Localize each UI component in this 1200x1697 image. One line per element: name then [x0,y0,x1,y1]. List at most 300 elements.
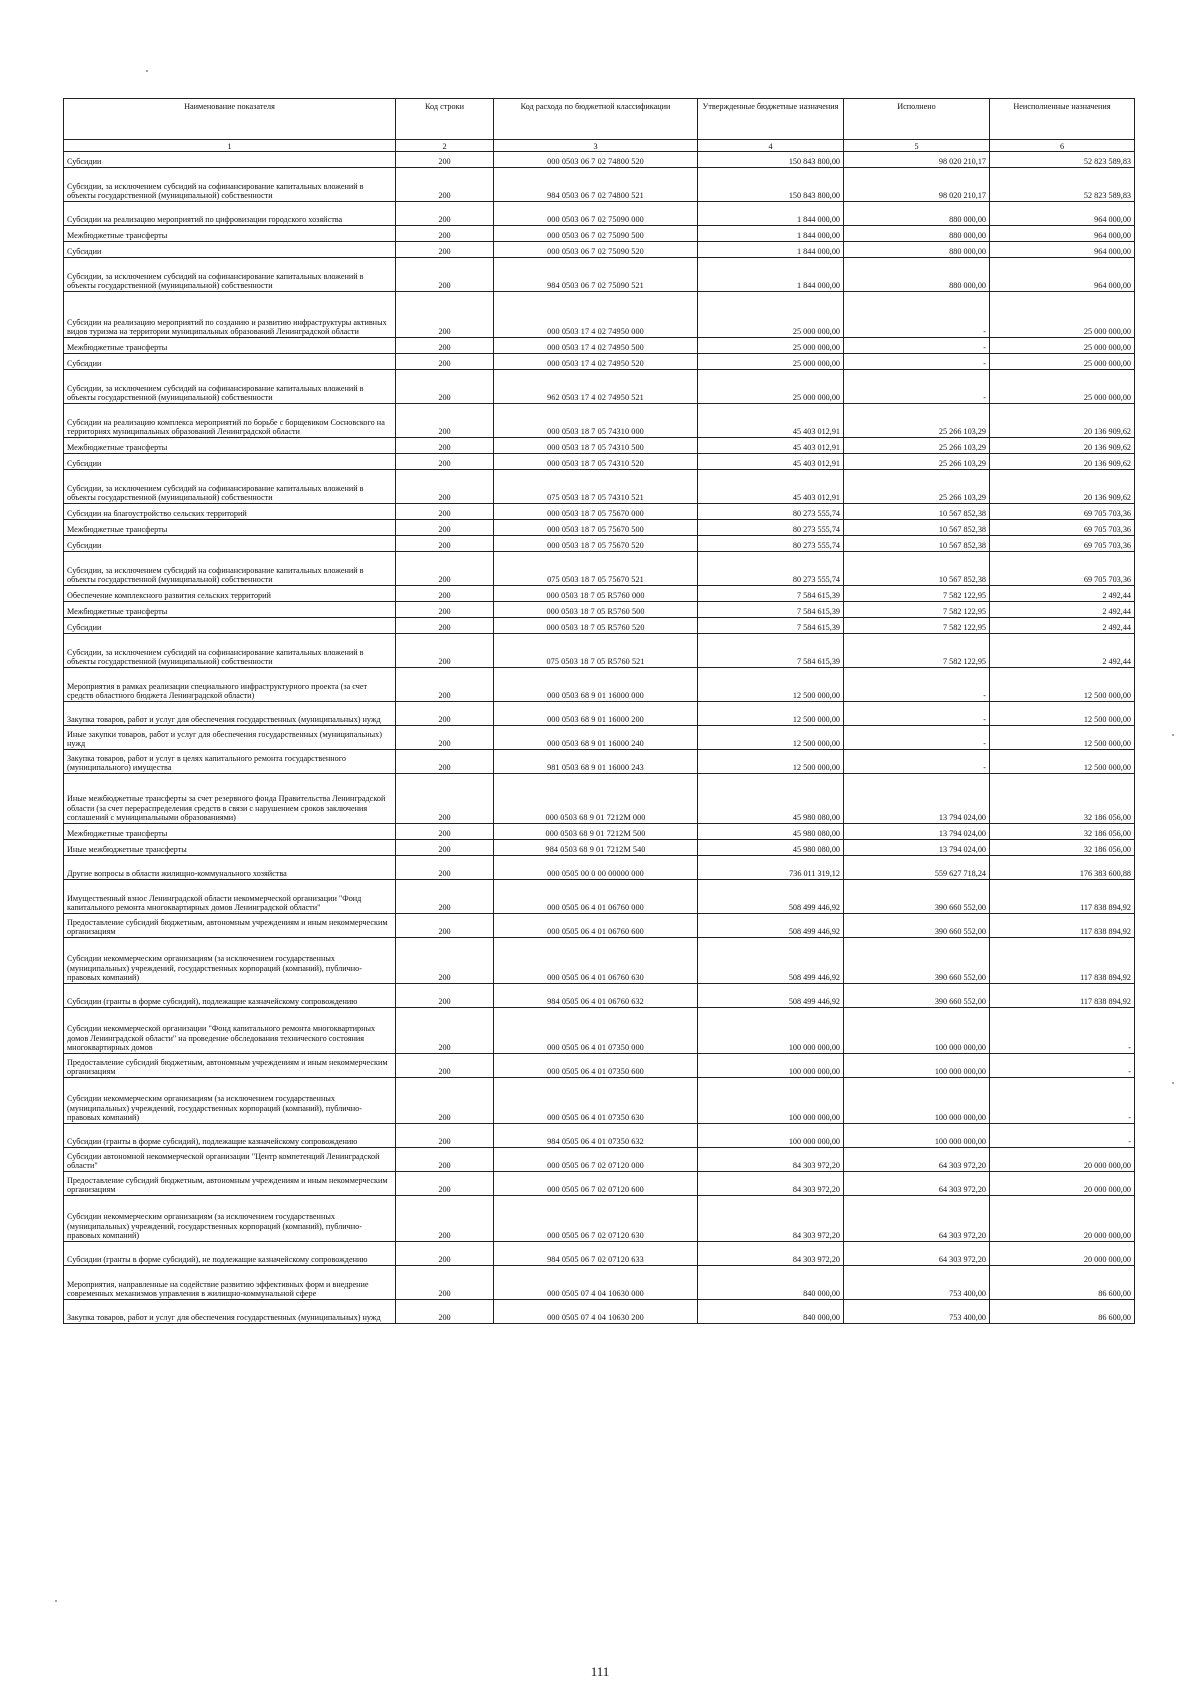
table-row [64,202,1135,226]
row-approved: 80 273 555,74 [698,504,844,520]
row-name: Межбюджетные трансферты [64,602,396,618]
row-executed: 390 660 552,00 [844,938,990,984]
row-approved: 45 980 080,00 [698,824,844,840]
row-name: Субсидии на реализацию комплекса мероприятий по борьбе с борщевиком Сосновского на территориях муниципальных образований Ленинградской области [64,404,396,438]
row-unexecuted: 117 838 894,92 [990,938,1135,984]
row-executed: 10 567 852,38 [844,504,990,520]
row-line-code: 200 [396,520,494,536]
row-approved: 84 303 972,20 [698,1242,844,1266]
row-budget-code: 000 0503 06 7 02 75090 520 [494,242,698,258]
table-body [64,152,1135,1324]
row-budget-code: 000 0503 18 7 05 74310 000 [494,404,698,438]
row-approved: 45 403 012,91 [698,438,844,454]
row-executed: 10 567 852,38 [844,520,990,536]
row-executed: 98 020 210,17 [844,168,990,202]
row-budget-code: 000 0503 18 7 05 74310 500 [494,438,698,454]
row-unexecuted: 20 136 909,62 [990,454,1135,470]
row-approved: 840 000,00 [698,1300,844,1324]
row-budget-code: 000 0503 17 4 02 74950 520 [494,354,698,370]
row-unexecuted: 32 186 056,00 [990,774,1135,824]
row-unexecuted: - [990,1054,1135,1078]
table-row [64,354,1135,370]
row-unexecuted: 25 000 000,00 [990,354,1135,370]
row-line-code: 200 [396,470,494,504]
table-row [64,1266,1135,1300]
row-approved: 1 844 000,00 [698,226,844,242]
row-executed: 13 794 024,00 [844,840,990,856]
row-line-code: 200 [396,1008,494,1054]
row-line-code: 200 [396,702,494,726]
row-line-code: 200 [396,938,494,984]
column-number: 2 [396,140,494,152]
table-row [64,1078,1135,1124]
row-executed: - [844,750,990,774]
row-name: Обеспечение комплексного развития сельских территорий [64,586,396,602]
row-name: Иные межбюджетные трансферты за счет резервного фонда Правительства Ленинградской области (за счет перераспределения средств в связи с нарушением сроков заключения соглашений с муниципальными образованиями) [64,774,396,824]
header-line-code: Код строки [396,99,494,140]
row-line-code: 200 [396,438,494,454]
table-row [64,454,1135,470]
row-approved: 100 000 000,00 [698,1124,844,1148]
row-budget-code: 000 0503 18 7 05 75670 500 [494,520,698,536]
table-row [64,504,1135,520]
row-line-code: 200 [396,258,494,292]
row-budget-code: 075 0503 18 7 05 75670 521 [494,552,698,586]
row-budget-code: 984 0505 06 7 02 07120 633 [494,1242,698,1266]
row-approved: 25 000 000,00 [698,354,844,370]
row-name: Закупка товаров, работ и услуг для обеспечения государственных (муниципальных) нужд [64,702,396,726]
row-name: Закупка товаров, работ и услуг для обеспечения государственных (муниципальных) нужд [64,1300,396,1324]
row-budget-code: 000 0503 68 9 01 7212М 500 [494,824,698,840]
row-unexecuted: 964 000,00 [990,242,1135,258]
row-line-code: 200 [396,504,494,520]
row-executed: - [844,292,990,338]
row-budget-code: 000 0503 17 4 02 74950 000 [494,292,698,338]
row-budget-code: 000 0503 06 7 02 75090 000 [494,202,698,226]
row-unexecuted: 20 136 909,62 [990,438,1135,454]
row-name: Субсидии [64,152,396,168]
row-budget-code: 000 0505 06 7 02 07120 000 [494,1148,698,1172]
row-unexecuted: 964 000,00 [990,226,1135,242]
row-name: Субсидии, за исключением субсидий на софинансирование капитальных вложений в объекты государственной (муниципальной) собственности [64,634,396,668]
row-budget-code: 000 0505 06 4 01 07350 600 [494,1054,698,1078]
row-executed: 10 567 852,38 [844,536,990,552]
row-line-code: 200 [396,552,494,586]
row-unexecuted: 117 838 894,92 [990,984,1135,1008]
row-unexecuted: 20 000 000,00 [990,1196,1135,1242]
row-name: Субсидии некоммерческой организации "Фонд капитального ремонта многоквартирных домов Ленинградской области" на проведение обследования технического состояния многоквартирных домов [64,1008,396,1054]
row-budget-code: 000 0503 18 7 05 R5760 500 [494,602,698,618]
row-name: Межбюджетные трансферты [64,226,396,242]
row-line-code: 200 [396,824,494,840]
row-budget-code: 000 0503 68 9 01 16000 000 [494,668,698,702]
row-approved: 840 000,00 [698,1266,844,1300]
row-unexecuted: 25 000 000,00 [990,292,1135,338]
row-executed: 390 660 552,00 [844,914,990,938]
row-executed: 98 020 210,17 [844,152,990,168]
scan-speck [1172,1082,1174,1084]
column-number: 1 [64,140,396,152]
row-budget-code: 000 0505 06 4 01 06760 600 [494,914,698,938]
row-approved: 45 403 012,91 [698,404,844,438]
row-name: Субсидии [64,536,396,552]
row-budget-code: 075 0503 18 7 05 74310 521 [494,470,698,504]
row-approved: 1 844 000,00 [698,242,844,258]
row-name: Субсидии, за исключением субсидий на софинансирование капитальных вложений в объекты государственной (муниципальной) собственности [64,258,396,292]
row-executed: - [844,370,990,404]
row-executed: 753 400,00 [844,1300,990,1324]
row-executed: 13 794 024,00 [844,824,990,840]
row-unexecuted: 20 136 909,62 [990,470,1135,504]
row-line-code: 200 [396,404,494,438]
column-number: 6 [990,140,1135,152]
row-line-code: 200 [396,914,494,938]
table-row [64,292,1135,338]
row-name: Субсидии, за исключением субсидий на софинансирование капитальных вложений в объекты государственной (муниципальной) собственности [64,470,396,504]
row-unexecuted: 69 705 703,36 [990,536,1135,552]
row-budget-code: 984 0503 06 7 02 75090 521 [494,258,698,292]
row-budget-code: 000 0505 07 4 04 10630 000 [494,1266,698,1300]
table-row [64,338,1135,354]
row-name: Субсидии [64,454,396,470]
row-line-code: 200 [396,292,494,338]
row-line-code: 200 [396,586,494,602]
row-budget-code: 000 0503 06 7 02 74800 520 [494,152,698,168]
table-row [64,586,1135,602]
row-line-code: 200 [396,202,494,226]
row-executed: 7 582 122,95 [844,618,990,634]
row-line-code: 200 [396,370,494,404]
row-budget-code: 000 0505 06 7 02 07120 630 [494,1196,698,1242]
row-executed: 753 400,00 [844,1266,990,1300]
row-unexecuted: - [990,1124,1135,1148]
row-executed: 25 266 103,29 [844,438,990,454]
row-approved: 1 844 000,00 [698,202,844,226]
row-line-code: 200 [396,774,494,824]
table-row [64,1148,1135,1172]
scan-speck [146,70,148,72]
row-line-code: 200 [396,1266,494,1300]
row-budget-code: 000 0503 68 9 01 16000 200 [494,702,698,726]
row-budget-code: 000 0505 07 4 04 10630 200 [494,1300,698,1324]
row-executed: 100 000 000,00 [844,1008,990,1054]
table-row [64,1242,1135,1266]
scan-speck [1172,734,1174,736]
row-executed: 64 303 972,20 [844,1172,990,1196]
row-line-code: 200 [396,454,494,470]
row-name: Мероприятия в рамках реализации специального инфраструктурного проекта (за счет средств областного бюджета Ленинградской области) [64,668,396,702]
row-line-code: 200 [396,618,494,634]
row-approved: 7 584 615,39 [698,586,844,602]
row-approved: 84 303 972,20 [698,1148,844,1172]
row-name: Субсидии автономной некоммерческой организации "Центр компетенций Ленинградской области" [64,1148,396,1172]
row-approved: 100 000 000,00 [698,1078,844,1124]
row-name: Имущественный взнос Ленинградской области некоммерческой организации "Фонд капитального ремонта многоквартирных домов Ленинградской области" [64,880,396,914]
table-row [64,984,1135,1008]
row-unexecuted: 2 492,44 [990,634,1135,668]
row-approved: 736 011 319,12 [698,856,844,880]
table-row [64,1172,1135,1196]
row-name: Межбюджетные трансферты [64,824,396,840]
table-row [64,1124,1135,1148]
row-budget-code: 000 0505 00 0 00 00000 000 [494,856,698,880]
row-line-code: 200 [396,856,494,880]
row-budget-code: 984 0503 68 9 01 7212М 540 [494,840,698,856]
row-approved: 45 980 080,00 [698,774,844,824]
row-unexecuted: 52 823 589,83 [990,168,1135,202]
row-unexecuted: 964 000,00 [990,258,1135,292]
row-approved: 80 273 555,74 [698,520,844,536]
column-number: 5 [844,140,990,152]
row-executed: 559 627 718,24 [844,856,990,880]
row-approved: 150 843 800,00 [698,152,844,168]
row-approved: 1 844 000,00 [698,258,844,292]
row-budget-code: 984 0503 06 7 02 74800 521 [494,168,698,202]
row-name: Субсидии (гранты в форме субсидий), подлежащие казначейскому сопровождению [64,1124,396,1148]
row-unexecuted: 69 705 703,36 [990,504,1135,520]
row-approved: 508 499 446,92 [698,938,844,984]
row-name: Субсидии, за исключением субсидий на софинансирование капитальных вложений в объекты государственной (муниципальной) собственности [64,552,396,586]
row-unexecuted: 2 492,44 [990,618,1135,634]
budget-execution-table [63,98,1135,1324]
row-line-code: 200 [396,536,494,552]
row-unexecuted: 20 000 000,00 [990,1242,1135,1266]
row-executed: 880 000,00 [844,202,990,226]
row-approved: 45 403 012,91 [698,454,844,470]
table-row [64,618,1135,634]
table-row [64,726,1135,750]
row-line-code: 200 [396,668,494,702]
row-unexecuted: 176 383 600,88 [990,856,1135,880]
row-name: Субсидии [64,618,396,634]
row-approved: 7 584 615,39 [698,602,844,618]
row-line-code: 200 [396,226,494,242]
table-row [64,1054,1135,1078]
row-executed: - [844,668,990,702]
row-line-code: 200 [396,168,494,202]
header-name: Наименование показателя [64,99,396,140]
row-unexecuted: 20 136 909,62 [990,404,1135,438]
row-approved: 84 303 972,20 [698,1172,844,1196]
row-budget-code: 984 0505 06 4 01 06760 632 [494,984,698,1008]
row-budget-code: 962 0503 17 4 02 74950 521 [494,370,698,404]
row-executed: 64 303 972,20 [844,1148,990,1172]
row-unexecuted: 12 500 000,00 [990,750,1135,774]
row-executed: - [844,702,990,726]
row-approved: 80 273 555,74 [698,536,844,552]
row-executed: - [844,354,990,370]
row-approved: 25 000 000,00 [698,338,844,354]
row-name: Иные закупки товаров, работ и услуг для обеспечения государственных (муниципальных) нужд [64,726,396,750]
header-budget-code: Код расхода по бюджетной классификации [494,99,698,140]
row-budget-code: 000 0503 06 7 02 75090 500 [494,226,698,242]
table-row [64,470,1135,504]
row-budget-code: 000 0505 06 4 01 07350 000 [494,1008,698,1054]
row-line-code: 200 [396,726,494,750]
row-name: Закупка товаров, работ и услуг в целях капитального ремонта государственного (муниципального) имущества [64,750,396,774]
row-unexecuted: 2 492,44 [990,586,1135,602]
row-approved: 80 273 555,74 [698,552,844,586]
row-name: Субсидии [64,354,396,370]
row-approved: 100 000 000,00 [698,1008,844,1054]
row-executed: 7 582 122,95 [844,586,990,602]
row-line-code: 200 [396,1196,494,1242]
row-name: Предоставление субсидий бюджетным, автономным учреждениям и иным некоммерческим организациям [64,914,396,938]
row-unexecuted: - [990,1008,1135,1054]
table-row [64,1300,1135,1324]
row-budget-code: 000 0503 17 4 02 74950 500 [494,338,698,354]
row-unexecuted: 25 000 000,00 [990,370,1135,404]
row-budget-code: 984 0505 06 4 01 07350 632 [494,1124,698,1148]
table-row [64,914,1135,938]
row-line-code: 200 [396,152,494,168]
row-approved: 25 000 000,00 [698,370,844,404]
row-name: Субсидии на реализацию мероприятий по цифровизации городского хозяйства [64,202,396,226]
row-name: Субсидии (гранты в форме субсидий), подлежащие казначейскому сопровождению [64,984,396,1008]
row-name: Предоставление субсидий бюджетным, автономным учреждениям и иным некоммерческим организациям [64,1054,396,1078]
row-line-code: 200 [396,1300,494,1324]
header-executed: Исполнено [844,99,990,140]
row-line-code: 200 [396,1078,494,1124]
row-executed: 100 000 000,00 [844,1054,990,1078]
row-line-code: 200 [396,338,494,354]
row-line-code: 200 [396,840,494,856]
row-executed: 100 000 000,00 [844,1124,990,1148]
table-row [64,370,1135,404]
row-unexecuted: 117 838 894,92 [990,914,1135,938]
row-name: Предоставление субсидий бюджетным, автономным учреждениям и иным некоммерческим организациям [64,1172,396,1196]
table-row [64,258,1135,292]
row-name: Субсидии (гранты в форме субсидий), не подлежащие казначейскому сопровождению [64,1242,396,1266]
row-approved: 508 499 446,92 [698,984,844,1008]
row-approved: 7 584 615,39 [698,634,844,668]
row-approved: 12 500 000,00 [698,726,844,750]
row-name: Субсидии некоммерческим организациям (за исключением государственных (муниципальных) учреждений, государственных корпораций (компаний), публично-правовых компаний) [64,1078,396,1124]
table-row [64,242,1135,258]
row-executed: 390 660 552,00 [844,880,990,914]
row-name: Субсидии [64,242,396,258]
row-approved: 12 500 000,00 [698,668,844,702]
row-approved: 100 000 000,00 [698,1054,844,1078]
row-name: Межбюджетные трансферты [64,520,396,536]
header-unexecuted: Неисполненные назначения [990,99,1135,140]
row-executed: - [844,726,990,750]
row-name: Субсидии на реализацию мероприятий по созданию и развитию инфраструктуры активных видов туризма на территории муниципальных образований Ленинградской области [64,292,396,338]
row-executed: 880 000,00 [844,226,990,242]
row-executed: - [844,338,990,354]
table-row [64,438,1135,454]
row-unexecuted: 86 600,00 [990,1266,1135,1300]
row-executed: 7 582 122,95 [844,602,990,618]
row-approved: 7 584 615,39 [698,618,844,634]
table-row [64,840,1135,856]
row-executed: 10 567 852,38 [844,552,990,586]
row-name: Другие вопросы в области жилищно-коммунального хозяйства [64,856,396,880]
row-name: Субсидии некоммерческим организациям (за исключением государственных (муниципальных) учреждений, государственных корпораций (компаний), публично-правовых компаний) [64,938,396,984]
row-name: Субсидии некоммерческим организациям (за исключением государственных (муниципальных) учреждений, государственных корпораций (компаний), публично-правовых компаний) [64,1196,396,1242]
row-line-code: 200 [396,984,494,1008]
row-line-code: 200 [396,602,494,618]
row-approved: 508 499 446,92 [698,880,844,914]
row-line-code: 200 [396,880,494,914]
table-row [64,1196,1135,1242]
row-approved: 12 500 000,00 [698,750,844,774]
row-name: Субсидии, за исключением субсидий на софинансирование капитальных вложений в объекты государственной (муниципальной) собственности [64,168,396,202]
table-row [64,226,1135,242]
row-budget-code: 981 0503 68 9 01 16000 243 [494,750,698,774]
table-row [64,856,1135,880]
row-unexecuted: 12 500 000,00 [990,668,1135,702]
row-executed: 25 266 103,29 [844,454,990,470]
page-number: 111 [590,1664,610,1679]
row-unexecuted: 117 838 894,92 [990,880,1135,914]
table-row [64,552,1135,586]
table-row [64,152,1135,168]
row-line-code: 200 [396,354,494,370]
row-unexecuted: 86 600,00 [990,1300,1135,1324]
row-executed: 390 660 552,00 [844,984,990,1008]
row-approved: 150 843 800,00 [698,168,844,202]
row-name: Межбюджетные трансферты [64,338,396,354]
column-number: 3 [494,140,698,152]
row-approved: 12 500 000,00 [698,702,844,726]
table-row [64,520,1135,536]
row-line-code: 200 [396,1172,494,1196]
column-number: 4 [698,140,844,152]
row-executed: 64 303 972,20 [844,1242,990,1266]
row-budget-code: 000 0505 06 4 01 06760 630 [494,938,698,984]
row-name: Субсидии, за исключением субсидий на софинансирование капитальных вложений в объекты государственной (муниципальной) собственности [64,370,396,404]
table-row [64,774,1135,824]
row-unexecuted: 2 492,44 [990,602,1135,618]
row-unexecuted: 12 500 000,00 [990,726,1135,750]
table-row [64,634,1135,668]
row-unexecuted: 964 000,00 [990,202,1135,226]
row-approved: 508 499 446,92 [698,914,844,938]
row-executed: 100 000 000,00 [844,1078,990,1124]
table-row [64,750,1135,774]
row-executed: 25 266 103,29 [844,404,990,438]
row-approved: 25 000 000,00 [698,292,844,338]
row-executed: 64 303 972,20 [844,1196,990,1242]
row-budget-code: 000 0503 18 7 05 74310 520 [494,454,698,470]
row-unexecuted: 32 186 056,00 [990,840,1135,856]
row-unexecuted: 20 000 000,00 [990,1148,1135,1172]
row-approved: 45 403 012,91 [698,470,844,504]
row-name: Мероприятия, направленные на содействие развитию эффективных форм и внедрение современных механизмов управления в жилищно-коммунальной сфере [64,1266,396,1300]
table-row [64,880,1135,914]
row-approved: 45 980 080,00 [698,840,844,856]
row-unexecuted: 52 823 589,83 [990,152,1135,168]
table-row [64,602,1135,618]
table-row [64,536,1135,552]
row-unexecuted: 69 705 703,36 [990,520,1135,536]
row-budget-code: 000 0503 18 7 05 75670 000 [494,504,698,520]
row-unexecuted: 12 500 000,00 [990,702,1135,726]
table-row [64,1008,1135,1054]
row-name: Иные межбюджетные трансферты [64,840,396,856]
table-row [64,168,1135,202]
row-executed: 25 266 103,29 [844,470,990,504]
row-budget-code: 000 0505 06 4 01 07350 630 [494,1078,698,1124]
row-executed: 13 794 024,00 [844,774,990,824]
row-line-code: 200 [396,750,494,774]
row-budget-code: 000 0505 06 4 01 06760 000 [494,880,698,914]
row-unexecuted: 20 000 000,00 [990,1172,1135,1196]
row-executed: 880 000,00 [844,242,990,258]
scan-speck [55,1600,57,1602]
row-line-code: 200 [396,1124,494,1148]
